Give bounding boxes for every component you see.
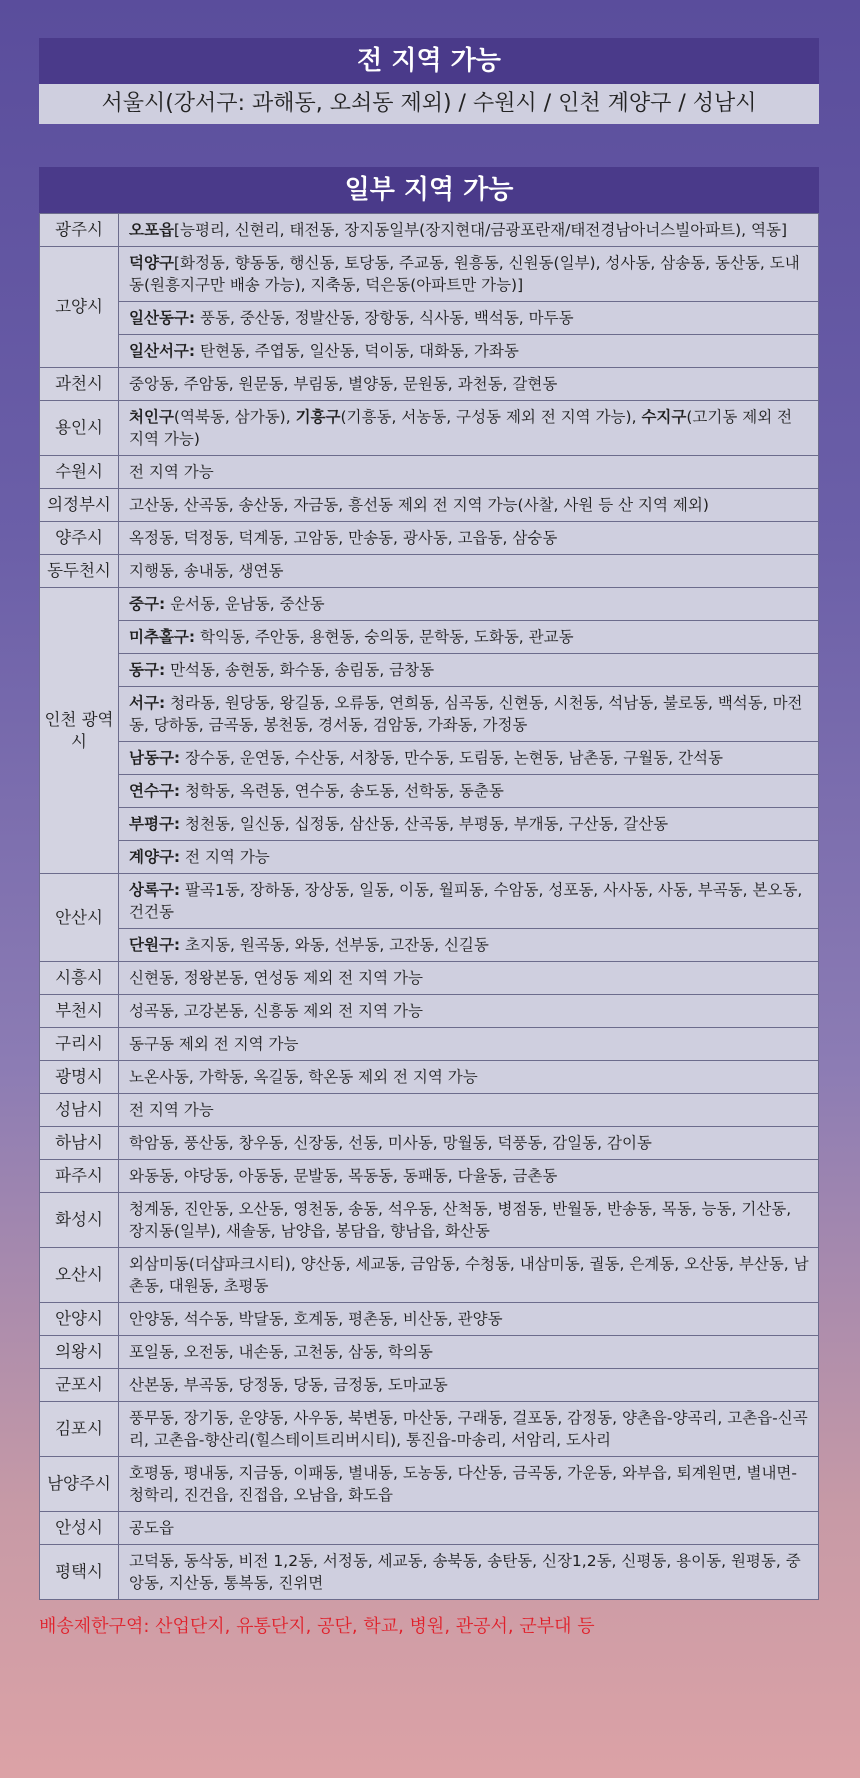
district-text: (역북동, 삼가동), — [173, 408, 296, 426]
district-list — [119, 874, 819, 929]
table-row — [40, 1028, 819, 1061]
district-group-label: 오포읍 — [129, 221, 174, 239]
city-name: 의왕시 — [40, 1336, 119, 1369]
district-group-label: 일산동구: — [129, 309, 196, 327]
district-text: 청천동, 일신동, 십정동, 삼산동, 산곡동, 부평동, 부개동, 구산동, 갈산동 — [180, 815, 669, 833]
partial-region-section — [39, 167, 819, 1600]
district-list — [119, 1512, 819, 1545]
district-list — [119, 929, 819, 962]
table-row — [40, 1402, 819, 1457]
city-name: 오산시 — [40, 1248, 119, 1303]
district-text: 청학동, 옥련동, 연수동, 송도동, 선학동, 동춘동 — [180, 782, 504, 800]
table-row — [40, 808, 819, 841]
city-name: 안성시 — [40, 1512, 119, 1545]
city-name: 광명시 — [40, 1061, 119, 1094]
district-list — [119, 1369, 819, 1402]
district-text: 포일동, 오전동, 내손동, 고천동, 삼동, 학의동 — [129, 1343, 433, 1361]
district-list — [119, 588, 819, 621]
city-name: 광주시 — [40, 214, 119, 247]
district-text: 전 지역 가능 — [129, 463, 214, 481]
district-group-label: 중구: — [129, 595, 166, 613]
district-text: 청계동, 진안동, 오산동, 영천동, 송동, 석우동, 산척동, 병점동, 반월동, 반송동, 목동, 능동, 기산동, 장지동(일부), 새솔동, 남양읍, 봉담읍, 향남읍, 화산동 — [129, 1200, 792, 1240]
district-list — [119, 1402, 819, 1457]
district-list — [119, 1457, 819, 1512]
district-list — [119, 1303, 819, 1336]
district-list — [119, 1061, 819, 1094]
table-row — [40, 874, 819, 929]
district-text: 중앙동, 주암동, 원문동, 부림동, 별양동, 문원동, 과천동, 갈현동 — [129, 375, 558, 393]
district-group-label: 수지구 — [641, 408, 687, 426]
city-name: 의정부시 — [40, 489, 119, 522]
city-name: 평택시 — [40, 1545, 119, 1600]
district-list — [119, 1127, 819, 1160]
district-text: 산본동, 부곡동, 당정동, 당동, 금정동, 도마교동 — [129, 1376, 448, 1394]
district-text: 성곡동, 고강본동, 신흥동 제외 전 지역 가능 — [129, 1002, 423, 1020]
district-text: 만석동, 송현동, 화수동, 송림동, 금창동 — [165, 661, 435, 679]
district-text: 풍무동, 장기동, 운양동, 사우동, 북변동, 마산동, 구래동, 걸포동, 감정동, 양촌읍-양곡리, 고촌읍-신곡리, 고촌읍-향산리(힐스테이트리버시티), 통진읍-마송리, 서암리, 도사리 — [129, 1409, 808, 1449]
table-row — [40, 1369, 819, 1402]
city-name: 구리시 — [40, 1028, 119, 1061]
district-list — [119, 555, 819, 588]
table-row — [40, 335, 819, 368]
district-group-label: 처인구 — [129, 408, 174, 426]
district-list — [119, 687, 819, 742]
table-row — [40, 302, 819, 335]
district-text: 팔곡1동, 장하동, 장상동, 일동, 이동, 월피동, 수암동, 성포동, 사사동, 사동, 부곡동, 본오동, 건건동 — [129, 881, 803, 921]
district-text: 안양동, 석수동, 박달동, 호계동, 평촌동, 비산동, 관양동 — [129, 1310, 503, 1328]
district-text: 와동동, 야당동, 아동동, 문발동, 목동동, 동패동, 다율동, 금촌동 — [129, 1167, 558, 1185]
district-text: 호평동, 평내동, 지금동, 이패동, 별내동, 도농동, 다산동, 금곡동, 가운동, 와부읍, 퇴계원면, 별내면-청학리, 진건읍, 진접읍, 오남읍, 화도읍 — [129, 1464, 797, 1504]
city-name: 수원시 — [40, 456, 119, 489]
city-name: 인천 광역시 — [40, 588, 119, 874]
district-text: 옥정동, 덕정동, 덕계동, 고암동, 만송동, 광사동, 고읍동, 삼숭동 — [129, 529, 558, 547]
all-region-title: 전 지역 가능 — [39, 38, 819, 84]
table-row — [40, 775, 819, 808]
district-text: (기흥동, 서농동, 구성동 제외 전 지역 가능), — [340, 408, 642, 426]
table-row — [40, 841, 819, 874]
district-list — [119, 302, 819, 335]
district-list — [119, 1545, 819, 1600]
district-text: 신현동, 정왕본동, 연성동 제외 전 지역 가능 — [129, 969, 423, 987]
district-list — [119, 522, 819, 555]
district-text: [능평리, 신현리, 태전동, 장지동일부(장지현대/금광포란재/태전경남아너스빌아파트), 역동] — [173, 221, 788, 239]
table-row — [40, 1248, 819, 1303]
district-list — [119, 742, 819, 775]
table-row — [40, 588, 819, 621]
district-group-label: 덕양구 — [129, 254, 174, 272]
district-group-label: 단원구: — [129, 936, 181, 954]
table-row — [40, 995, 819, 1028]
table-row — [40, 621, 819, 654]
district-text: 전 지역 가능 — [180, 848, 270, 866]
district-list — [119, 775, 819, 808]
district-group-label: 남동구: — [129, 749, 181, 767]
district-list — [119, 995, 819, 1028]
district-text: 장수동, 운연동, 수산동, 서창동, 만수동, 도림동, 논현동, 남촌동, 구월동, 간석동 — [180, 749, 723, 767]
district-list — [119, 368, 819, 401]
city-name: 양주시 — [40, 522, 119, 555]
table-row — [40, 1061, 819, 1094]
table-row — [40, 522, 819, 555]
district-text: 탄현동, 주엽동, 일산동, 덕이동, 대화동, 가좌동 — [195, 342, 519, 360]
district-list — [119, 1160, 819, 1193]
city-name: 안양시 — [40, 1303, 119, 1336]
district-text: 노온사동, 가학동, 옥길동, 학온동 제외 전 지역 가능 — [129, 1068, 478, 1086]
city-name: 고양시 — [40, 247, 119, 368]
table-row — [40, 1127, 819, 1160]
district-group-label: 미추홀구: — [129, 628, 196, 646]
table-row — [40, 1303, 819, 1336]
district-list — [119, 1094, 819, 1127]
all-region-section — [39, 38, 819, 124]
table-row — [40, 1512, 819, 1545]
district-text: 외삼미동(더샵파크시티), 양산동, 세교동, 금암동, 수청동, 내삼미동, 궐동, 은계동, 오산동, 부산동, 남촌동, 대원동, 초평동 — [129, 1255, 809, 1295]
district-list — [119, 841, 819, 874]
city-name: 하남시 — [40, 1127, 119, 1160]
district-group-label: 부평구: — [129, 815, 181, 833]
city-name: 화성시 — [40, 1193, 119, 1248]
city-name: 군포시 — [40, 1369, 119, 1402]
partial-region-title: 일부 지역 가능 — [39, 167, 819, 213]
district-text: 고덕동, 동삭동, 비전 1,2동, 서정동, 세교동, 송북동, 송탄동, 신장1,2동, 신평동, 용이동, 원평동, 중앙동, 지산동, 통복동, 진위면 — [129, 1552, 801, 1592]
district-text: (고기동 제외 전 지역 가능) — [129, 408, 793, 448]
city-name: 남양주시 — [40, 1457, 119, 1512]
district-list — [119, 1336, 819, 1369]
district-text: 학암동, 풍산동, 창우동, 신장동, 선동, 미사동, 망월동, 덕풍동, 감일동, 감이동 — [129, 1134, 652, 1152]
city-name: 성남시 — [40, 1094, 119, 1127]
table-row — [40, 654, 819, 687]
table-row — [40, 929, 819, 962]
all-region-list: 서울시(강서구: 과해동, 오쇠동 제외) / 수원시 / 인천 계양구 / 성남시 — [39, 84, 819, 124]
table-row — [40, 1193, 819, 1248]
district-text: 학익동, 주안동, 용현동, 숭의동, 문학동, 도화동, 관교동 — [195, 628, 574, 646]
district-group-label: 연수구: — [129, 782, 181, 800]
district-text: 고산동, 산곡동, 송산동, 자금동, 흥선동 제외 전 지역 가능(사찰, 사원 등 산 지역 제외) — [129, 496, 709, 514]
table-row — [40, 368, 819, 401]
table-row — [40, 1457, 819, 1512]
table-row — [40, 456, 819, 489]
table-row — [40, 1336, 819, 1369]
table-row — [40, 247, 819, 302]
region-table — [39, 213, 819, 1600]
district-group-label: 상록구: — [129, 881, 181, 899]
district-text: 운서동, 운남동, 중산동 — [165, 595, 325, 613]
district-list — [119, 1193, 819, 1248]
table-row — [40, 214, 819, 247]
district-group-label: 동구: — [129, 661, 166, 679]
district-text: 공도읍 — [129, 1519, 174, 1537]
district-text: 초지동, 원곡동, 와동, 선부동, 고잔동, 신길동 — [180, 936, 489, 954]
table-row — [40, 1094, 819, 1127]
district-text: 지행동, 송내동, 생연동 — [129, 562, 284, 580]
city-name: 파주시 — [40, 1160, 119, 1193]
district-list — [119, 335, 819, 368]
district-list — [119, 808, 819, 841]
table-row — [40, 742, 819, 775]
city-name: 김포시 — [40, 1402, 119, 1457]
city-name: 과천시 — [40, 368, 119, 401]
delivery-restriction-note: 배송제한구역: 산업단지, 유통단지, 공단, 학교, 병원, 관공서, 군부대 등 — [39, 1616, 595, 1637]
district-list — [119, 214, 819, 247]
district-text: 전 지역 가능 — [129, 1101, 214, 1119]
table-row — [40, 962, 819, 995]
city-name: 시흥시 — [40, 962, 119, 995]
district-list — [119, 621, 819, 654]
district-list — [119, 247, 819, 302]
district-group-label: 기흥구 — [295, 408, 341, 426]
district-list — [119, 1248, 819, 1303]
city-name: 용인시 — [40, 401, 119, 456]
table-row — [40, 1160, 819, 1193]
district-text: 동구동 제외 전 지역 가능 — [129, 1035, 299, 1053]
district-list — [119, 456, 819, 489]
district-text: 청라동, 원당동, 왕길동, 오류동, 연희동, 심곡동, 신현동, 시천동, 석남동, 불로동, 백석동, 마전동, 당하동, 금곡동, 봉천동, 경서동, 검암동, 가좌동, 가정동 — [129, 694, 803, 734]
district-list — [119, 401, 819, 456]
district-group-label: 일산서구: — [129, 342, 196, 360]
table-row — [40, 401, 819, 456]
city-name: 안산시 — [40, 874, 119, 962]
district-list — [119, 489, 819, 522]
district-list — [119, 962, 819, 995]
district-list — [119, 654, 819, 687]
table-row — [40, 555, 819, 588]
district-list — [119, 1028, 819, 1061]
district-text: [화정동, 향동동, 행신동, 토당동, 주교동, 원흥동, 신원동(일부), 성사동, 삼송동, 동산동, 도내동(원흥지구만 배송 가능), 지축동, 덕은동(아파트만 가능)] — [129, 254, 800, 294]
district-text: 풍동, 중산동, 정발산동, 장항동, 식사동, 백석동, 마두동 — [195, 309, 574, 327]
table-row — [40, 489, 819, 522]
district-group-label: 계양구: — [129, 848, 181, 866]
table-row — [40, 687, 819, 742]
city-name: 부천시 — [40, 995, 119, 1028]
city-name: 동두천시 — [40, 555, 119, 588]
table-row — [40, 1545, 819, 1600]
district-group-label: 서구: — [129, 694, 166, 712]
